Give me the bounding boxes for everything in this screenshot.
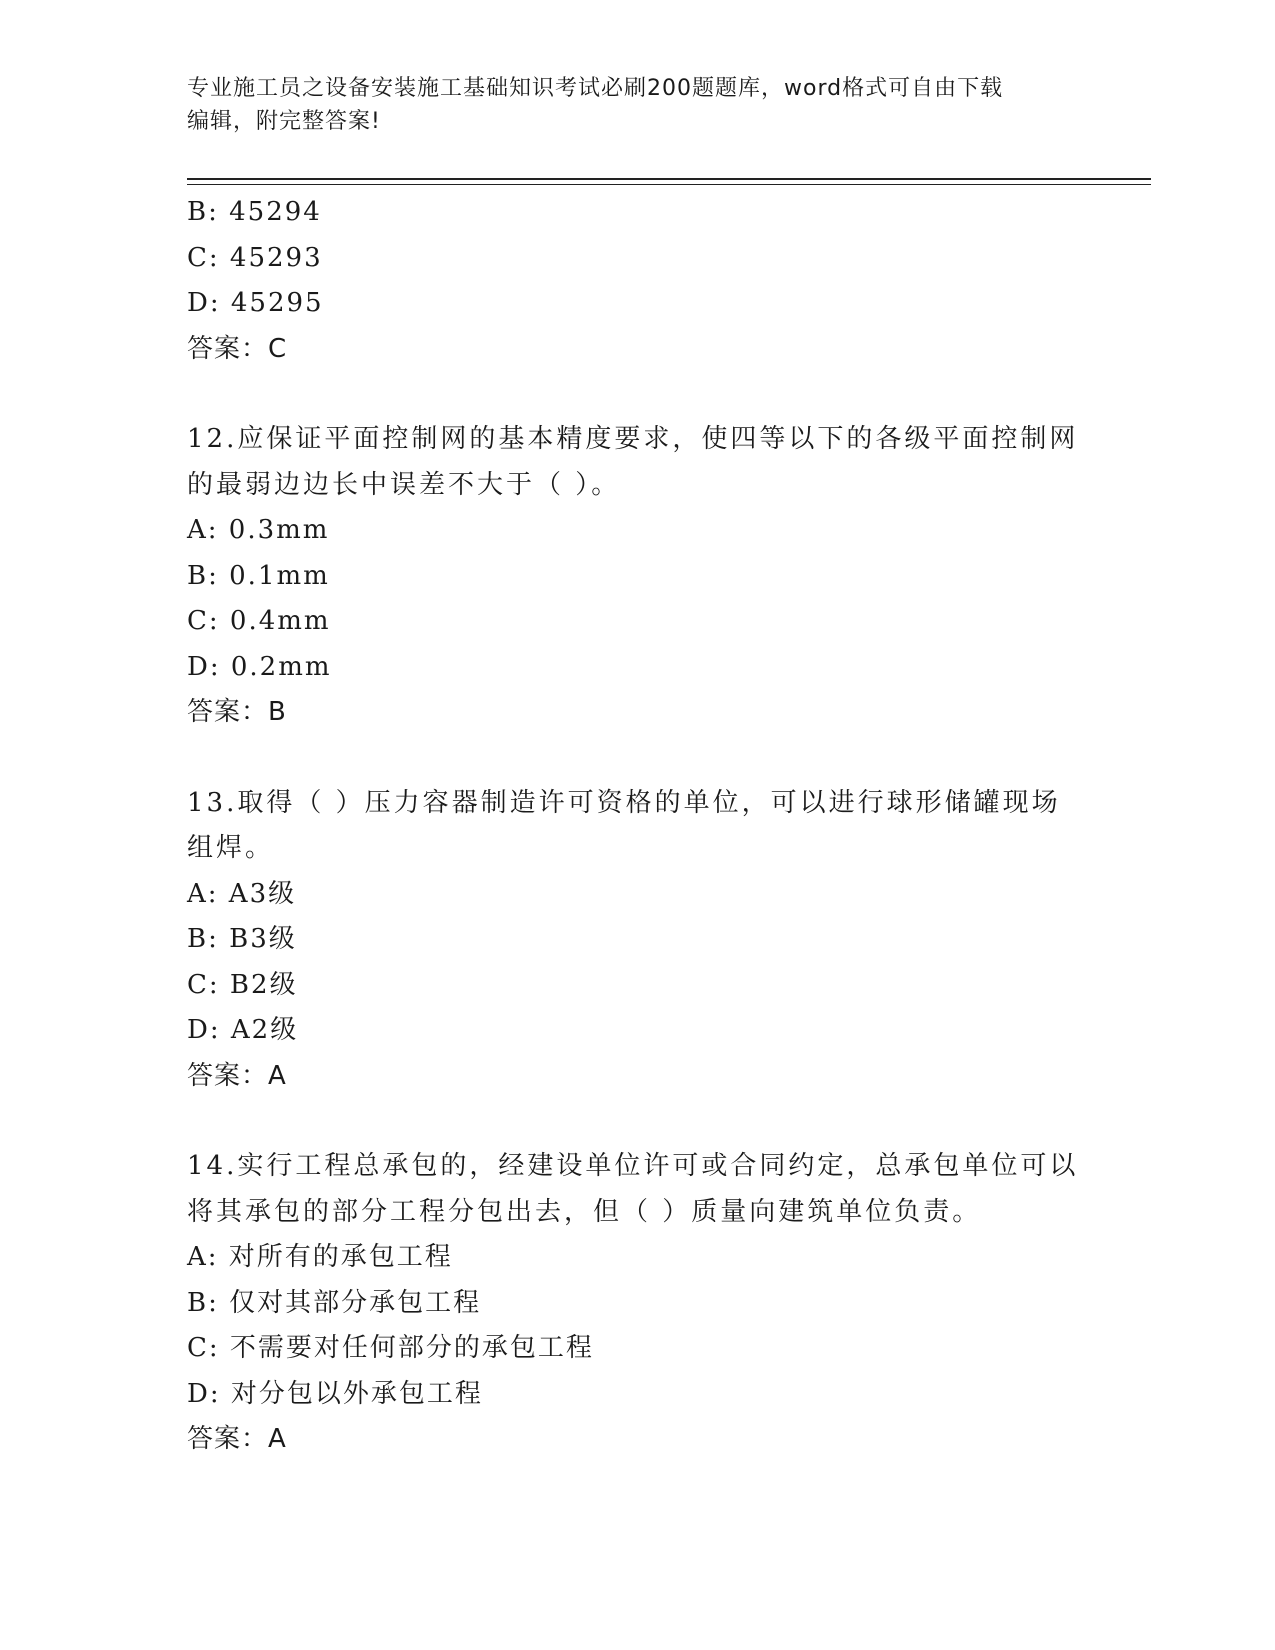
header-divider-thin [187, 184, 1151, 185]
header-divider-thick [187, 178, 1151, 180]
option-a: A: 0.3mm [187, 515, 330, 545]
option-d: D: 对分包以外承包工程 [187, 1378, 483, 1409]
option-c: C: 0.4mm [187, 606, 331, 636]
option-b: B: 0.1mm [187, 560, 330, 591]
question-text-line-2: 的最弱边边长中误差不大于（ ）。 [187, 469, 621, 500]
question-text-line-1: 14.实行工程总承包的，经建设单位许可或合同约定，总承包单位可以 [187, 1151, 1079, 1181]
document-header [187, 72, 1067, 138]
question-13 [187, 781, 1087, 1100]
option-c: C: B2级 [187, 969, 298, 1000]
question-11 [187, 190, 1087, 372]
header-line-2: 编辑，附完整答案! [187, 109, 381, 134]
answer: 答案：C [187, 333, 288, 364]
answer: 答案：B [187, 697, 287, 727]
question-text-line-1: 13.取得（ ）压力容器制造许可资格的单位，可以进行球形储罐现场 [187, 787, 1061, 818]
answer: 答案：A [187, 1424, 287, 1454]
option-b: B: B3级 [187, 924, 297, 954]
question-text-line-2: 组焊。 [187, 833, 275, 863]
question-12 [187, 417, 1087, 736]
question-text-line-1: 12.应保证平面控制网的基本精度要求，使四等以下的各级平面控制网 [187, 424, 1079, 454]
question-list [187, 190, 1087, 1463]
answer: 答案：A [187, 1060, 287, 1091]
option-a: A: 对所有的承包工程 [187, 1242, 453, 1272]
option-d: D: A2级 [187, 1015, 299, 1045]
option-d: D: 45295 [187, 288, 324, 318]
option-a: A: A3级 [187, 878, 297, 909]
option-c: C: 不需要对任何部分的承包工程 [187, 1333, 594, 1363]
question-14 [187, 1144, 1087, 1463]
option-b: B: 45294 [187, 197, 322, 227]
header-line-1: 专业施工员之设备安装施工基础知识考试必刷200题题库，word格式可自由下载 [187, 76, 1004, 101]
option-b: B: 仅对其部分承包工程 [187, 1287, 482, 1318]
option-d: D: 0.2mm [187, 651, 332, 682]
option-c: C: 45293 [187, 242, 323, 273]
question-text-line-2: 将其承包的部分工程分包出去，但（ ）质量向建筑单位负责。 [187, 1196, 982, 1227]
